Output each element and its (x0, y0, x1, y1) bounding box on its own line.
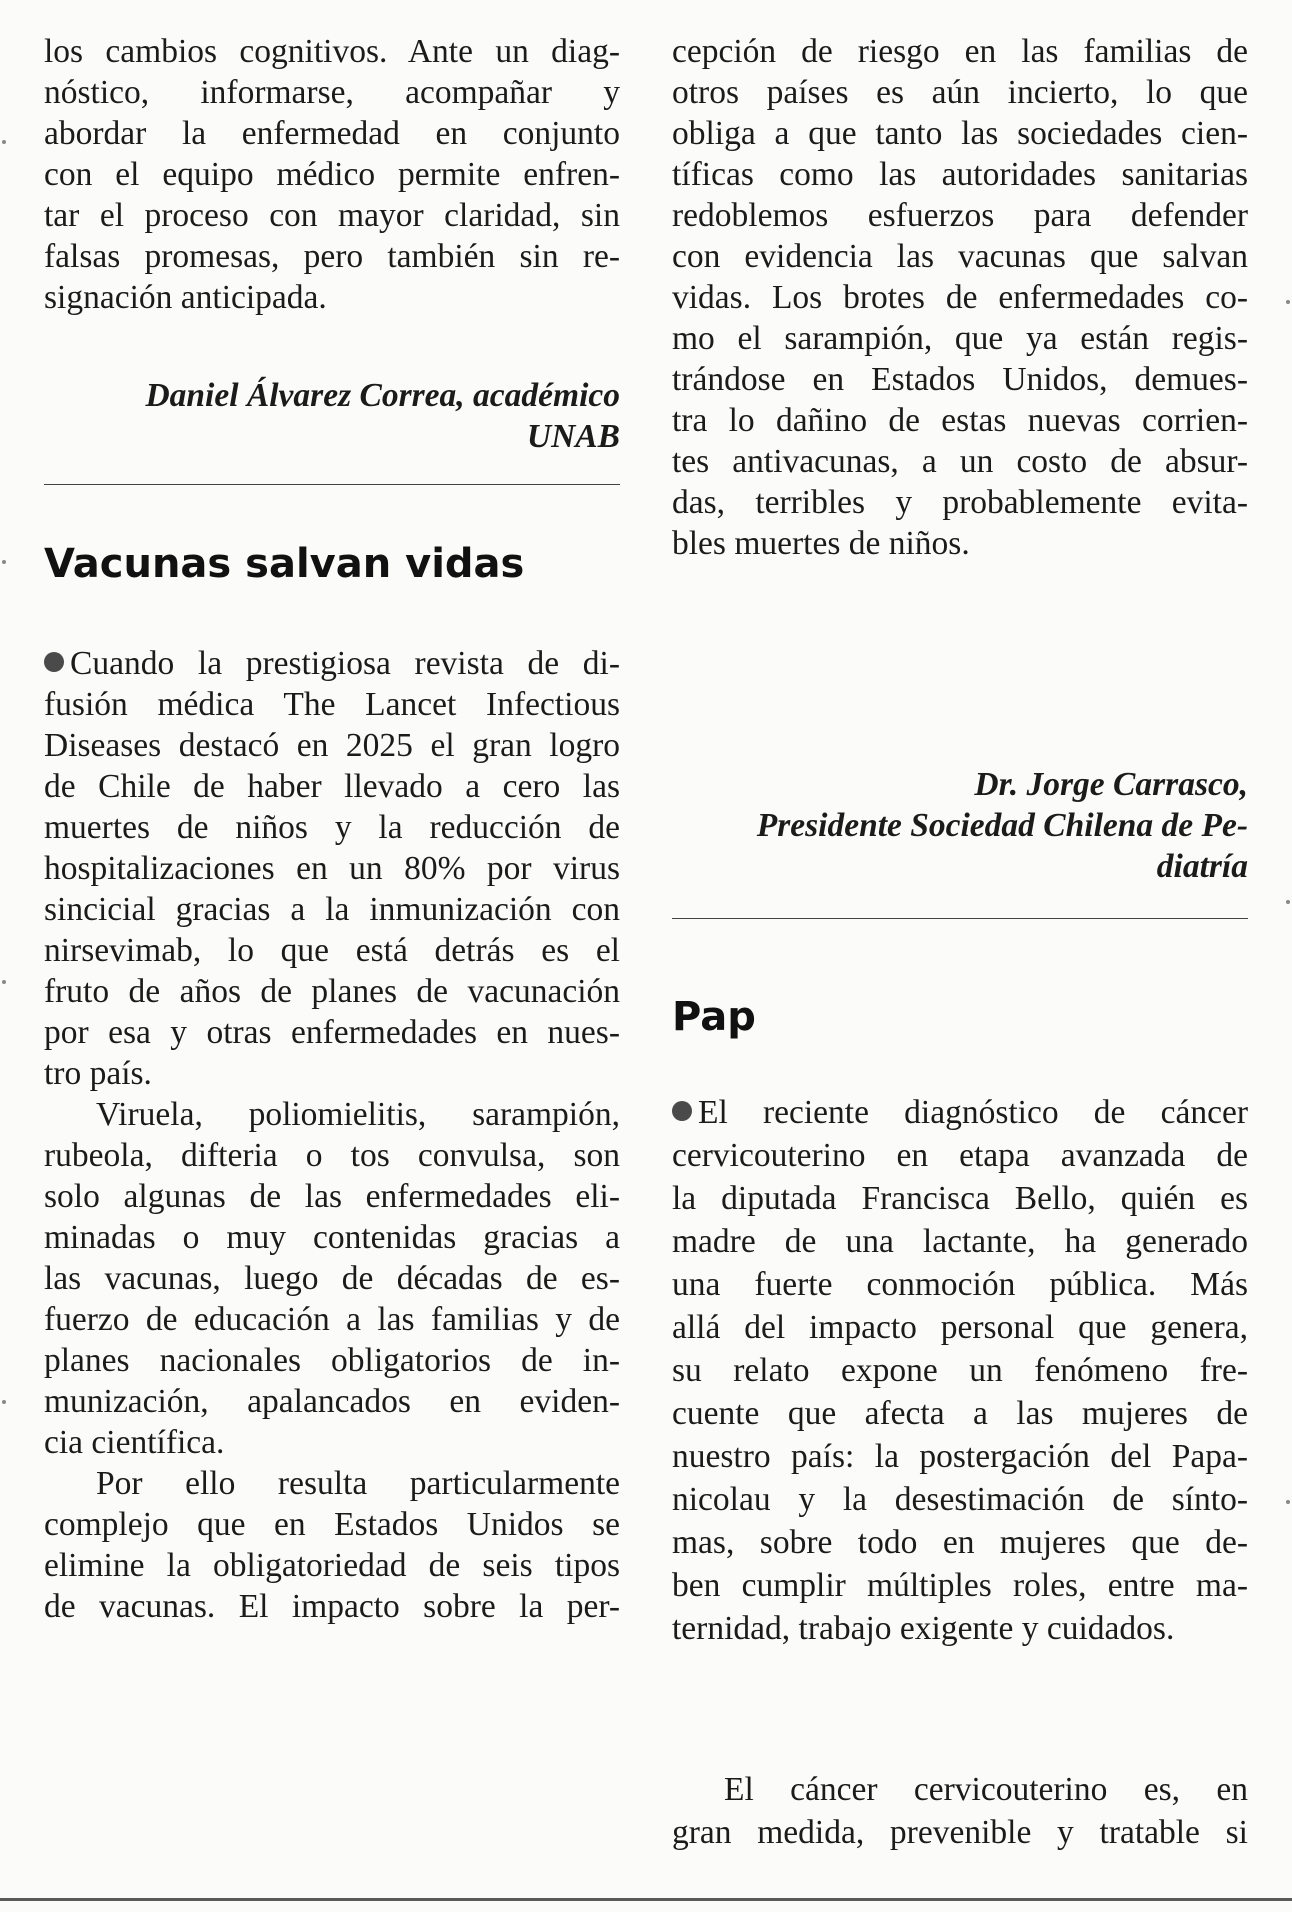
text-line: gran medida, prevenible y tratable si (672, 1814, 1248, 1851)
text-line: elimine la obligatoriedad de seis tipos (44, 1547, 620, 1584)
text-line: cepción de riesgo en las familias de (672, 33, 1248, 70)
text-line: rubeola, difteria o tos convulsa, son (44, 1137, 620, 1174)
signature-line: diatría (1156, 848, 1248, 885)
text-line: tar el proceso con mayor claridad, sin (44, 197, 620, 234)
text-line: las vacunas, luego de décadas de es- (44, 1260, 620, 1297)
text-line: ben cumplir múltiples roles, entre ma- (672, 1567, 1248, 1604)
text-line: mas, sobre todo en mujeres que de- (672, 1524, 1248, 1561)
text-line: Diseases destacó en 2025 el gran logro (44, 727, 620, 764)
signature-line: Daniel Álvarez Correa, académico (145, 377, 620, 414)
text-line: de vacunas. El impacto sobre la per- (44, 1588, 620, 1625)
text-line: das, terribles y probablemente evita- (672, 484, 1248, 521)
text-line: fuerzo de educación a las familias y de (44, 1301, 620, 1338)
edge-mark (1286, 900, 1290, 904)
page-bottom-border (0, 1898, 1292, 1901)
section-divider (672, 918, 1248, 919)
text-line: muertes de niños y la reducción de (44, 809, 620, 846)
text-line: tíficas como las autoridades sanitarias (672, 156, 1248, 193)
text-line: fruto de años de planes de vacunación (44, 973, 620, 1010)
text-line: signación anticipada. (44, 279, 327, 316)
text-line: tes antivacunas, a un costo de absur- (672, 443, 1248, 480)
text-line: fusión médica The Lancet Infectious (44, 686, 620, 723)
signature-line: Presidente Sociedad Chilena de Pe- (756, 807, 1248, 844)
text-line: una fuerte conmoción pública. Más (672, 1266, 1248, 1303)
text-line: minadas o muy contenidas gracias a (44, 1219, 620, 1256)
text-line: redoblemos esfuerzos para defender (672, 197, 1248, 234)
bullet-icon (672, 1101, 692, 1121)
text-line: otros países es aún incierto, lo que (672, 74, 1248, 111)
text-line: nirsevimab, lo que está detrás es el (44, 932, 620, 969)
text-line: sincicial gracias a la inmunización con (44, 891, 620, 928)
text-line (44, 644, 620, 684)
text-line (672, 1093, 1248, 1133)
text-line: con el equipo médico permite enfren- (44, 156, 620, 193)
text-line: nuestro país: la postergación del Papa- (672, 1438, 1248, 1475)
text-line: por esa y otras enfermedades en nues- (44, 1014, 620, 1051)
edge-mark (1286, 1500, 1290, 1504)
text-line: nóstico, informarse, acompañar y (44, 74, 620, 111)
edge-mark (2, 980, 6, 984)
letter-title: Pap (672, 994, 756, 1040)
text-line: vidas. Los brotes de enfermedades co- (672, 279, 1248, 316)
text-line: solo algunas de las enfermedades eli- (44, 1178, 620, 1215)
bullet-icon (44, 652, 64, 672)
text-line-content: El reciente diagnóstico de cáncer (698, 1094, 1248, 1131)
text-line: con evidencia las vacunas que salvan (672, 238, 1248, 275)
text-line: trándose en Estados Unidos, demues- (672, 361, 1248, 398)
edge-mark (2, 560, 6, 564)
text-line: bles muertes de niños. (672, 525, 970, 562)
text-line: cia científica. (44, 1424, 225, 1461)
text-line: la diputada Francisca Bello, quién es (672, 1180, 1248, 1217)
text-line: de Chile de haber llevado a cero las (44, 768, 620, 805)
section-divider (44, 484, 620, 485)
signature-line: Dr. Jorge Carrasco, (974, 766, 1248, 803)
text-line: Por ello resulta particularmente (96, 1465, 620, 1502)
text-line: los cambios cognitivos. Ante un diag- (44, 33, 620, 70)
text-line: cuente que afecta a las mujeres de (672, 1395, 1248, 1432)
text-line: complejo que en Estados Unidos se (44, 1506, 620, 1543)
text-line: falsas promesas, pero también sin re- (44, 238, 620, 275)
text-line-content: Cuando la prestigiosa revista de di- (70, 645, 620, 682)
edge-mark (1286, 300, 1290, 304)
signature-line: UNAB (526, 418, 620, 455)
text-line: mo el sarampión, que ya están regis- (672, 320, 1248, 357)
edge-mark (2, 140, 6, 144)
text-line: cervicouterino en etapa avanzada de (672, 1137, 1248, 1174)
text-line: ternidad, trabajo exigente y cuidados. (672, 1610, 1175, 1647)
text-line: nicolau y la desestimación de sínto- (672, 1481, 1248, 1518)
text-line: El cáncer cervicouterino es, en (724, 1771, 1248, 1808)
text-line: planes nacionales obligatorios de in- (44, 1342, 620, 1379)
letter-title: Vacunas salvan vidas (44, 541, 525, 587)
text-line: obliga a que tanto las sociedades cien- (672, 115, 1248, 152)
text-line: tro país. (44, 1055, 152, 1092)
text-line: Viruela, poliomielitis, sarampión, (96, 1096, 620, 1133)
text-line: tra lo dañino de estas nuevas corrien- (672, 402, 1248, 439)
text-line: allá del impacto personal que genera, (672, 1309, 1248, 1346)
text-line: munización, apalancados en eviden- (44, 1383, 620, 1420)
text-line: abordar la enfermedad en conjunto (44, 115, 620, 152)
text-line: su relato expone un fenómeno fre- (672, 1352, 1248, 1389)
text-line: madre de una lactante, ha generado (672, 1223, 1248, 1260)
edge-mark (2, 1400, 6, 1404)
text-line: hospitalizaciones en un 80% por virus (44, 850, 620, 887)
